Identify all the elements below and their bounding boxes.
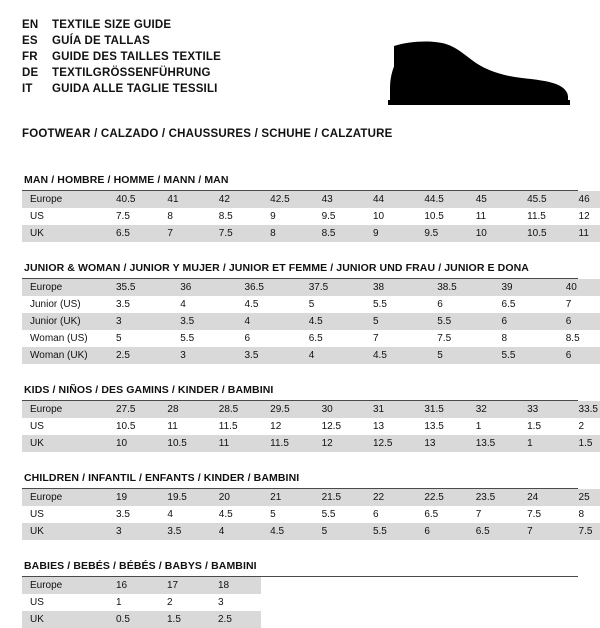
- size-cell: 5: [365, 313, 429, 330]
- row-label: Junior (US): [30, 299, 81, 310]
- size-cell: 4: [237, 313, 301, 330]
- language-row: [22, 34, 221, 49]
- table-row: [22, 611, 578, 628]
- size-cell: 11.5: [262, 435, 313, 452]
- table-row: [22, 225, 600, 242]
- size-cell: 10.5: [159, 435, 210, 452]
- size-cell: 11.5: [218, 421, 238, 432]
- size-cell: 3: [108, 523, 159, 540]
- size-cell: 11: [167, 421, 178, 432]
- size-cell: 42.5: [262, 191, 313, 208]
- size-cell: 20: [211, 489, 262, 506]
- size-tables: [22, 174, 598, 628]
- table-row: [22, 506, 600, 523]
- size-cell: 18: [210, 577, 261, 594]
- size-cell: 19.5: [159, 489, 210, 506]
- size-cell: 8.5: [565, 333, 580, 344]
- language-title: TEXTILGRÖSSENFÜHRUNG: [52, 67, 211, 79]
- size-cell: 10: [372, 211, 385, 222]
- size-cell: 1.5: [527, 421, 542, 432]
- table-row: [22, 418, 600, 435]
- size-cell: 3.5: [237, 347, 301, 364]
- size-cell: 40: [558, 279, 600, 296]
- size-cell: 6: [437, 299, 443, 310]
- size-cell: 28: [159, 401, 210, 418]
- size-cell: 2.5: [108, 347, 172, 364]
- language-code: IT: [22, 83, 33, 95]
- size-cell: 31: [365, 401, 416, 418]
- size-cell: 10: [468, 225, 519, 242]
- size-cell: 37.5: [301, 279, 365, 296]
- row-label: Woman (US): [30, 333, 88, 344]
- size-cell: 29.5: [262, 401, 313, 418]
- table-row: [22, 208, 600, 225]
- size-cell: 6.5: [468, 523, 519, 540]
- size-cell: 30: [314, 401, 365, 418]
- size-group: [22, 384, 598, 452]
- size-group: [22, 262, 578, 364]
- size-cell: 2: [167, 597, 173, 608]
- size-cell: 12: [270, 421, 282, 432]
- size-group: [22, 560, 578, 628]
- section-title: FOOTWEAR / CALZADO / CHAUSSURES / SCHUHE / CALZATURE: [22, 128, 393, 140]
- table-row: [22, 296, 600, 313]
- language-row: [22, 66, 221, 81]
- size-cell: 3: [172, 347, 236, 364]
- row-label: UK: [22, 435, 108, 452]
- size-cell: 4.5: [244, 299, 259, 310]
- row-label: Junior (UK): [22, 313, 108, 330]
- size-cell: 7: [373, 333, 379, 344]
- size-cell: 36.5: [237, 279, 301, 296]
- size-cell: 4.5: [262, 523, 313, 540]
- size-cell: 46: [571, 191, 600, 208]
- size-cell: 8.5: [218, 211, 233, 222]
- size-cell: 5: [314, 523, 365, 540]
- table-row: [22, 347, 600, 364]
- size-cell: 5.5: [429, 313, 493, 330]
- size-cell: 11: [571, 225, 600, 242]
- row-label: US: [30, 509, 44, 520]
- size-table: [22, 489, 600, 540]
- table-row: [22, 401, 600, 418]
- size-cell: 45: [468, 191, 519, 208]
- size-cell: 10: [108, 435, 159, 452]
- size-cell: 44.5: [416, 191, 467, 208]
- table-row: [22, 523, 600, 540]
- size-cell: 10.5: [424, 211, 444, 222]
- language-row: [22, 50, 221, 65]
- size-cell: 7.5: [437, 333, 452, 344]
- size-cell: 9: [365, 225, 416, 242]
- size-cell: 4: [180, 299, 186, 310]
- table-row: [22, 330, 600, 347]
- size-cell: 7: [159, 225, 210, 242]
- language-code: FR: [22, 51, 38, 63]
- size-table: [22, 401, 600, 452]
- size-cell: 1.5: [159, 611, 210, 628]
- size-cell: 5.5: [494, 347, 558, 364]
- row-label: Europe: [22, 279, 108, 296]
- row-label: US: [30, 421, 44, 432]
- size-cell: 11.5: [527, 211, 546, 222]
- size-cell: 6: [244, 333, 251, 344]
- size-cell: 6.5: [424, 509, 439, 520]
- size-cell: 12.5: [321, 421, 342, 432]
- size-cell: 7.5: [116, 211, 130, 222]
- size-cell: 21: [262, 489, 313, 506]
- row-label: US: [30, 597, 44, 608]
- size-cell: 3.5: [159, 523, 210, 540]
- size-cell: 5.5: [180, 333, 195, 344]
- size-cell: 13.5: [468, 435, 519, 452]
- spacer-cell: [261, 577, 578, 594]
- language-title: TEXTILE SIZE GUIDE: [52, 19, 172, 31]
- row-label: US: [30, 211, 44, 222]
- row-label: Europe: [22, 577, 108, 594]
- size-group: [22, 174, 590, 242]
- size-cell: 6: [558, 313, 600, 330]
- size-cell: 3.5: [172, 313, 236, 330]
- dress-shoe-icon: [380, 32, 570, 114]
- size-cell: 41: [159, 191, 210, 208]
- size-cell: 23.5: [468, 489, 519, 506]
- size-cell: 4: [211, 523, 262, 540]
- document-header: [22, 18, 578, 114]
- size-cell: 2: [578, 421, 585, 432]
- size-cell: 5: [116, 333, 122, 344]
- size-cell: 43: [314, 191, 365, 208]
- size-cell: 0.5: [108, 611, 159, 628]
- row-label: Europe: [22, 401, 108, 418]
- table-row: [22, 577, 578, 594]
- size-cell: 3.5: [116, 509, 130, 520]
- size-cell: 40.5: [108, 191, 159, 208]
- table-row: [22, 594, 578, 611]
- size-cell: 5: [270, 509, 276, 520]
- size-cell: 8: [578, 509, 585, 520]
- table-row: [22, 279, 600, 296]
- size-cell: 10.5: [116, 421, 136, 432]
- language-code: EN: [22, 19, 39, 31]
- size-cell: 35.5: [108, 279, 172, 296]
- size-cell: 32: [468, 401, 519, 418]
- size-cell: 3.5: [116, 299, 130, 310]
- size-cell: 24: [519, 489, 570, 506]
- size-cell: 4.5: [365, 347, 429, 364]
- row-label: Europe: [22, 489, 108, 506]
- size-cell: 16: [108, 577, 159, 594]
- table-row: [22, 191, 600, 208]
- language-title: GUÍA DE TALLAS: [52, 35, 150, 47]
- size-cell: 11: [475, 211, 487, 222]
- language-row: [22, 82, 221, 97]
- size-cell: 31.5: [416, 401, 467, 418]
- size-cell: 12.5: [365, 435, 416, 452]
- size-cell: 3: [108, 313, 172, 330]
- size-cell: 5: [308, 299, 315, 310]
- size-cell: 9.5: [416, 225, 467, 242]
- size-cell: 7.5: [527, 509, 542, 520]
- size-cell: 12: [578, 211, 590, 222]
- row-label: UK: [22, 611, 108, 628]
- size-cell: 8.5: [314, 225, 365, 242]
- size-cell: 6: [558, 347, 600, 364]
- language-title: GUIDA ALLE TAGLIE TESSILI: [52, 83, 218, 95]
- size-cell: 28.5: [211, 401, 262, 418]
- size-cell: 38: [365, 279, 429, 296]
- size-cell: 25: [571, 489, 600, 506]
- size-cell: 12: [314, 435, 365, 452]
- size-cell: 6: [416, 523, 467, 540]
- size-group-title: CHILDREN / INFANTIL / ENFANTS / KINDER / BAMBINI: [24, 472, 300, 484]
- size-cell: 9: [270, 211, 276, 222]
- size-cell: 45.5: [519, 191, 570, 208]
- row-label: Woman (UK): [22, 347, 108, 364]
- size-cell: 38.5: [429, 279, 493, 296]
- size-cell: 4.5: [301, 313, 365, 330]
- size-cell: 5.5: [321, 509, 336, 520]
- size-cell: 1: [475, 421, 482, 432]
- size-cell: 6.5: [108, 225, 159, 242]
- size-cell: 13: [416, 435, 467, 452]
- size-cell: 7: [519, 523, 570, 540]
- size-cell: 3: [218, 597, 224, 608]
- size-cell: 36: [172, 279, 236, 296]
- size-cell: 22: [365, 489, 416, 506]
- size-cell: 9.5: [321, 211, 336, 222]
- size-cell: 39: [494, 279, 558, 296]
- size-cell: 2.5: [210, 611, 261, 628]
- size-group-title: BABIES / BEBÉS / BÉBÉS / BABYS / BAMBINI: [24, 560, 257, 572]
- size-table: [22, 577, 578, 628]
- size-group-title: JUNIOR & WOMAN / JUNIOR Y MUJER / JUNIOR ET FEMME / JUNIOR UND FRAU / JUNIOR E DONA: [24, 262, 529, 274]
- size-cell: 4: [301, 347, 365, 364]
- size-cell: 7: [565, 299, 572, 310]
- size-cell: 7.5: [571, 523, 600, 540]
- size-cell: 27.5: [108, 401, 159, 418]
- language-code: ES: [22, 35, 38, 47]
- table-row: [22, 435, 600, 452]
- size-group-title: KIDS / NIÑOS / DES GAMINS / KINDER / BAMBINI: [24, 384, 274, 396]
- size-group: [22, 472, 593, 540]
- size-cell: 7.5: [211, 225, 262, 242]
- size-group-title: MAN / HOMBRE / HOMME / MANN / MAN: [24, 174, 229, 186]
- size-cell: 42: [211, 191, 262, 208]
- language-code: DE: [22, 67, 39, 79]
- size-cell: 33: [519, 401, 570, 418]
- size-table: [22, 191, 600, 242]
- size-cell: 7: [475, 509, 482, 520]
- spacer-cell: [261, 594, 578, 611]
- size-cell: 6.5: [308, 333, 323, 344]
- size-cell: 11: [211, 435, 262, 452]
- size-cell: 4.5: [218, 509, 233, 520]
- size-cell: 8: [262, 225, 313, 242]
- size-cell: 21.5: [314, 489, 365, 506]
- size-cell: 17: [159, 577, 210, 594]
- size-cell: 8: [501, 333, 508, 344]
- size-cell: 6.5: [501, 299, 516, 310]
- row-label: UK: [22, 225, 108, 242]
- size-cell: 1.5: [571, 435, 600, 452]
- size-cell: 10.5: [519, 225, 570, 242]
- size-cell: 8: [167, 211, 173, 222]
- size-cell: 6: [494, 313, 558, 330]
- table-row: [22, 313, 600, 330]
- size-cell: 19: [108, 489, 159, 506]
- size-cell: 44: [365, 191, 416, 208]
- size-cell: 4: [167, 509, 173, 520]
- language-row: [22, 18, 221, 33]
- language-title: GUIDE DES TAILLES TEXTILE: [52, 51, 221, 63]
- size-cell: 22.5: [416, 489, 467, 506]
- size-cell: 13: [372, 421, 385, 432]
- size-cell: 1: [116, 597, 122, 608]
- size-cell: 5: [429, 347, 493, 364]
- size-cell: 5.5: [365, 523, 416, 540]
- size-cell: 13.5: [424, 421, 444, 432]
- spacer-cell: [261, 611, 578, 628]
- size-cell: 6: [372, 509, 379, 520]
- size-cell: 5.5: [373, 299, 387, 310]
- row-label: Europe: [22, 191, 108, 208]
- table-row: [22, 489, 600, 506]
- size-cell: 1: [519, 435, 570, 452]
- size-table: [22, 279, 600, 364]
- row-label: UK: [22, 523, 108, 540]
- language-title-list: [22, 18, 221, 97]
- size-cell: 33.5: [571, 401, 600, 418]
